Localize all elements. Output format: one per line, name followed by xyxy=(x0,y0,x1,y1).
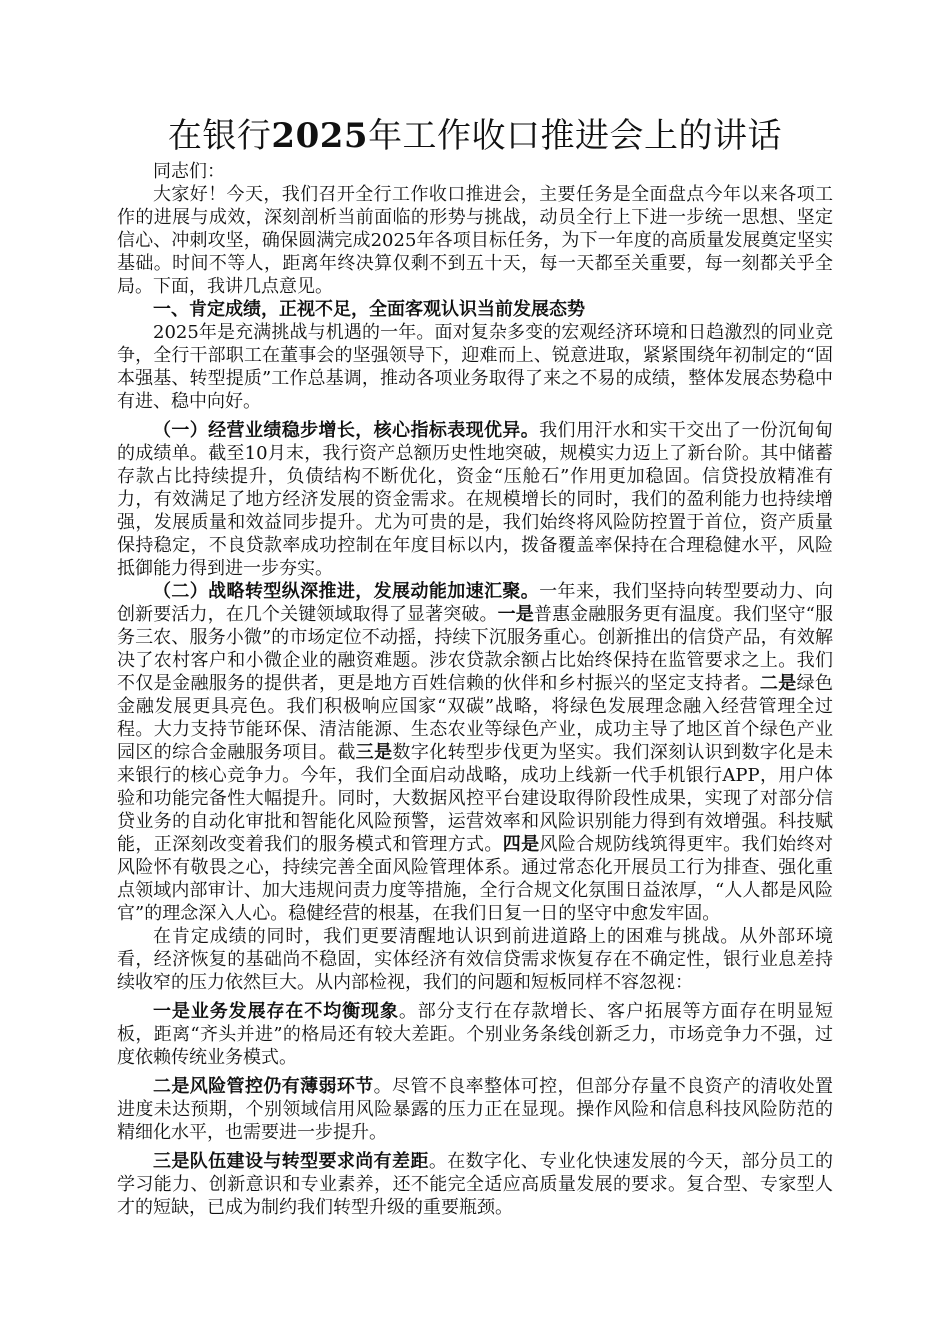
subsection-2-body-d: 数字化转型步伐更为坚实。我们深刻认识到数字化是未来银行的核心竞争力。今年，我们全面启动战略，成功上线新一代手机银行APP，用户体验和功能完备性大幅提升。同时，大数据风控平台建设取得阶段性成果，实现了对部分信贷业务的自动化审批和智能化风险预警，运营效率和风险识别能力得到有效增强。科技赋能，正深刻改变着我们的服务模式和管理方式。 xyxy=(117,742,834,855)
keyword-second: 二是 xyxy=(759,673,797,694)
subsection-1-heading: （一）经营业绩稳步增长，核心指标表现优异。 xyxy=(153,420,540,441)
subsection-2-paragraph xyxy=(117,580,833,925)
issue-1-body: 。部分支行在存款增长、客户拓展等方面存在明显短板，距离“齐头并进”的格局还有较大差距。个别业务条线创新乏力，市场竞争力不强，过度依赖传统业务模式。 xyxy=(117,1001,834,1068)
subsection-1-body: 我们用汗水和实干交出了一份沉甸甸的成绩单。截至10月末，我行资产总额历史性地突破，规模实力迈上了新台阶。其中储蓄存款占比持续提升，负债结构不断优化，资金“压舱石”作用更加稳固。信贷投放精准有力，有效满足了地方经济发展的资金需求。在规模增长的同时，我们的盈利能力也持续增强，发展质量和效益同步提升。尤为可贵的是，我们始终将风险防控置于首位，资产质量保持稳定，不良贷款率成功控制在年度目标以内，拨备覆盖率保持在合理稳健水平，风险抵御能力得到进一步夯实。 xyxy=(117,420,834,579)
title-year: 2025 xyxy=(271,116,369,156)
document-title xyxy=(117,112,833,160)
issue-3-body: 。在数字化、专业化快速发展的今天，部分员工的学习能力、创新意识和专业素养，还不能完全适应高质量发展的要求。复合型、专家型人才的短缺，已成为制约我们转型升级的重要瓶颈。 xyxy=(117,1151,834,1218)
subsection-2-body-a: 一年来，我们坚持向转型要动力、向创新要活力，在几个关键领域取得了显著突破。 xyxy=(117,581,834,625)
issue-3-paragraph xyxy=(117,1150,833,1219)
keyword-third: 三是 xyxy=(355,742,393,763)
subsection-1-paragraph xyxy=(117,419,833,580)
subsection-2-body-e: 风险合规防线筑得更牢。我们始终对风险怀有敬畏之心，持续完善全面风险管理体系。通过常态化开展员工行为排查、强化重点领域内部审计、加大违规问责力度等措施，全行合规文化氛围日益浓厚，“人人都是风险官”的理念深入人心。稳健经营的根基，在我们日复一日的坚守中愈发牢固。 xyxy=(117,834,834,924)
issue-2-paragraph xyxy=(117,1075,833,1144)
keyword-first: 一是 xyxy=(497,604,534,625)
subsection-2-body-c: 绿色金融发展更具亮色。我们积极响应国家“双碳”战略，将绿色发展理念融入经营管理全过程。大力支持节能环保、清洁能源、生态农业等绿色产业，成功主导了地区首个绿色产业园区的综合金融服务项目。截 xyxy=(117,673,834,763)
title-prefix: 在银行 xyxy=(167,116,272,156)
title-suffix: 年工作收口推进会上的讲话 xyxy=(368,116,783,156)
issue-3-heading: 三是队伍建设与转型要求尚有差距 xyxy=(153,1151,429,1172)
section-1-paragraph: 2025年是充满挑战与机遇的一年。面对复杂多变的宏观经济环境和日趋激烈的同业竞争，全行干部职工在董事会的坚强领导下，迎难而上、锐意进取，紧紧围绕年初制定的“固本强基、转型提质”工作总基调，推动各项业务取得了来之不易的成绩，整体发展态势稳中有进、稳中向好。 xyxy=(117,322,833,412)
subsection-2-body-b: 普惠金融服务更有温度。我们坚守“服务三农、服务小微”的市场定位不动摇，持续下沉服务重心。创新推出的信贷产品，有效解决了农村客户和小微企业的融资难题。涉农贷款余额占比始终保持在监管要求之上。我们不仅是金融服务的提供者，更是地方百姓信赖的伙伴和乡村振兴的坚定支持者。 xyxy=(117,604,834,694)
issue-1-paragraph xyxy=(117,1000,833,1069)
issue-2-body: 。尽管不良率整体可控，但部分存量不良资产的清收处置进度未达预期，个别领域信用风险暴露的压力正在显现。操作风险和信息科技风险防范的精细化水平，也需要进一步提升。 xyxy=(117,1076,834,1143)
keyword-fourth: 四是 xyxy=(502,834,540,855)
challenges-paragraph: 在肯定成绩的同时，我们更要清醒地认识到前进道路上的困难与挑战。从外部环境看，经济恢复的基础尚不稳固，实体经济有效信贷需求恢复存在不确定性，银行业息差持续收窄的压力依然巨大。从内部检视，我们的问题和短板同样不容忽视： xyxy=(117,926,833,993)
document-page xyxy=(117,112,833,1219)
issue-2-heading: 二是风险管控仍有薄弱环节 xyxy=(153,1076,374,1097)
subsection-2-heading: （二）战略转型纵深推进，发展动能加速汇聚。 xyxy=(153,581,540,602)
issue-1-heading: 一是业务发展存在不均衡现象 xyxy=(153,1001,399,1022)
intro-paragraph: 大家好！今天，我们召开全行工作收口推进会，主要任务是全面盘点今年以来各项工作的进展与成效，深刻剖析当前面临的形势与挑战，动员全行上下进一步统一思想、坚定信心、冲刺攻坚，确保圆满完成2025年各项目标任务，为下一年度的高质量发展奠定坚实基础。时间不等人，距离年终决算仅剩不到五十天，每一天都至关重要，每一刻都关乎全局。下面，我讲几点意见。 xyxy=(117,184,833,297)
section-1-heading: 一、肯定成绩，正视不足，全面客观认识当前发展态势 xyxy=(153,299,585,320)
salutation: 同志们： xyxy=(153,161,225,182)
